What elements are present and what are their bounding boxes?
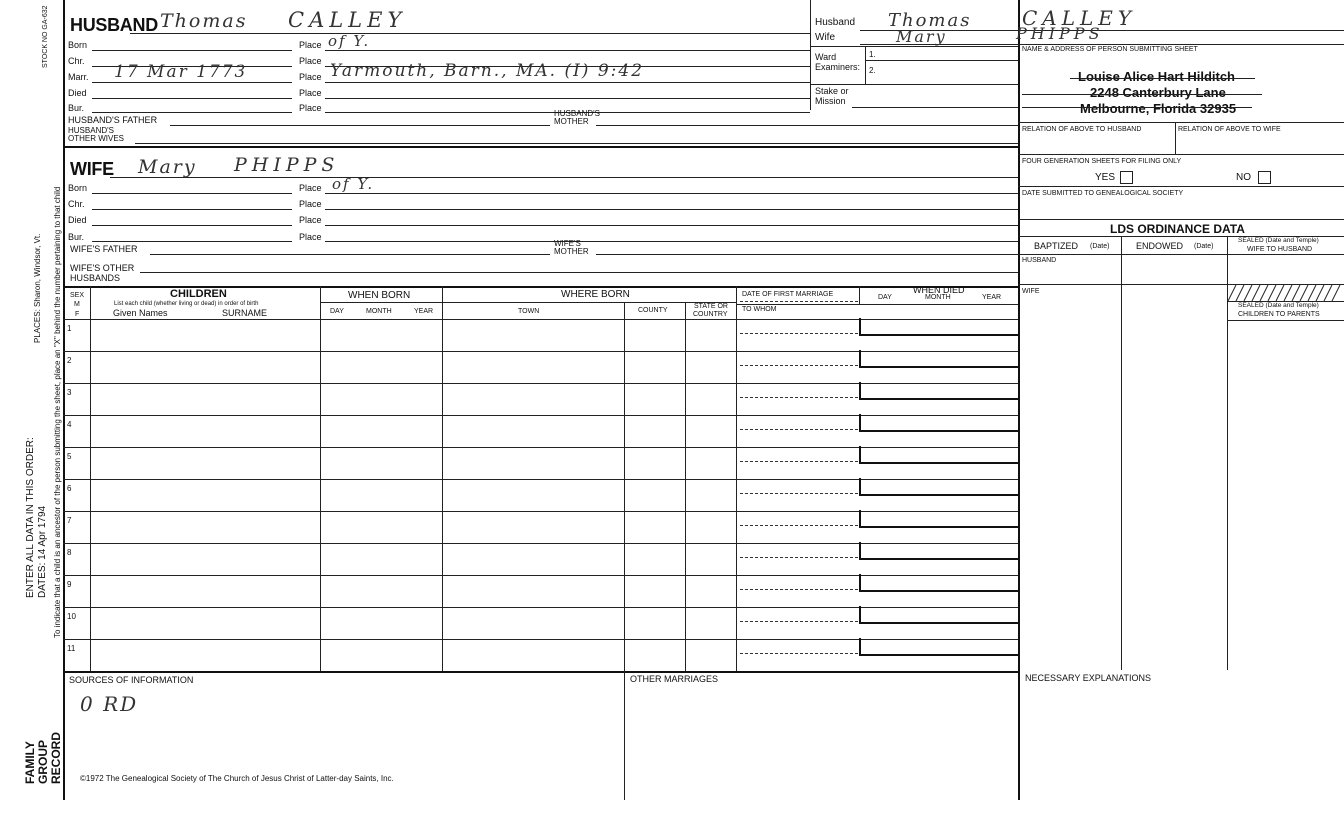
child-marriage-dash: [740, 333, 858, 334]
wife-surname: PHIPPS: [234, 154, 340, 176]
four-gen-yes-label: YES: [1095, 172, 1116, 183]
child-row-number: 11: [67, 644, 76, 653]
wife-other-husbands-1: WIFE'S OTHER: [70, 263, 135, 273]
examiners-label: Examiners:: [815, 62, 861, 72]
child-when-died-box[interactable]: [859, 350, 1019, 368]
wife-mother-label-1: WIFE'S: [554, 239, 581, 248]
child-row-number: 4: [67, 420, 72, 429]
ward-husband-given: Thomas: [888, 10, 972, 31]
given-names-label: Given Names: [113, 308, 168, 318]
ward-wife-label: Wife: [815, 32, 835, 43]
husband-other-wives-2: OTHER WIVES: [68, 134, 125, 143]
wife-mother-label-2: MOTHER: [554, 247, 589, 256]
wife-chr-place-label: Place: [299, 199, 322, 209]
husband-surname: CALLEY: [288, 8, 407, 32]
ward-husband-surname: CALLEY: [1022, 6, 1137, 30]
lds-baptized-date: (Date): [1090, 243, 1110, 250]
stock-number: STOCK NO GA-632: [42, 5, 49, 68]
relation-husband-label: RELATION OF ABOVE TO HUSBAND: [1022, 126, 1142, 133]
child-row-number: 3: [67, 388, 72, 397]
lds-wife-label: WIFE: [1022, 288, 1040, 295]
wife-given-name: Mary: [138, 156, 197, 178]
child-marriage-dash: [740, 365, 858, 366]
child-when-died-box[interactable]: [859, 382, 1019, 400]
children-note: List each child (whether living or dead) in order of birth: [114, 301, 259, 307]
examiner-2: 2.: [869, 66, 876, 75]
wife-father-label: WIFE'S FATHER: [70, 244, 138, 254]
child-when-died-box[interactable]: [859, 638, 1019, 656]
born-year-label: YEAR: [414, 308, 434, 315]
husband-marr-date: 17 Mar 1773: [114, 62, 248, 82]
lds-endowed-label: ENDOWED: [1136, 241, 1183, 251]
child-when-died-box[interactable]: [859, 318, 1019, 336]
wife-died-place-label: Place: [299, 215, 322, 225]
died-year-label: YEAR: [982, 294, 1002, 301]
submitter-label: NAME & ADDRESS OF PERSON SUBMITTING SHEET: [1022, 46, 1198, 53]
ward-wife-surname: PHIPPS: [1016, 24, 1104, 43]
lds-sealed-children-2: CHILDREN TO PARENTS: [1238, 311, 1320, 318]
submitter-city: Melbourne, Florida 32935: [1080, 101, 1237, 116]
sex-f-label: F: [75, 311, 80, 318]
child-row-number: 2: [67, 356, 72, 365]
wife-bur-label: Bur.: [68, 232, 85, 242]
left-frame-line: [63, 0, 65, 800]
wife-chr-label: Chr.: [68, 199, 85, 209]
wife-died-label: Died: [68, 215, 87, 225]
lds-husband-label: HUSBAND: [1022, 257, 1057, 264]
children-title: CHILDREN: [170, 288, 227, 300]
wife-heading: WIFE: [70, 159, 114, 179]
wife-other-husbands-2: HUSBANDS: [70, 273, 121, 283]
sex-label: SEX: [70, 292, 85, 299]
husband-chr-place-label: Place: [299, 56, 322, 66]
born-day-label: DAY: [330, 308, 344, 315]
to-whom-label: TO WHOM: [742, 306, 777, 313]
lds-sealed-children-1: SEALED (Date and Temple): [1238, 302, 1319, 309]
child-row-number: 7: [67, 516, 72, 525]
died-month-label: MONTH: [925, 294, 951, 301]
sources-label: SOURCES OF INFORMATION: [69, 675, 194, 685]
lds-title: LDS ORDINANCE DATA: [1110, 222, 1245, 236]
stake-label-2: Mission: [815, 96, 846, 106]
child-when-died-box[interactable]: [859, 574, 1019, 592]
wife-bur-place-label: Place: [299, 232, 322, 242]
county-label: COUNTY: [638, 307, 668, 314]
child-when-died-box[interactable]: [859, 446, 1019, 464]
four-gen-label: FOUR GENERATION SHEETS FOR FILING ONLY: [1022, 158, 1182, 165]
form-title-line-1: FAMILY: [23, 741, 37, 784]
submitter-name: Louise Alice Hart Hilditch: [1078, 69, 1235, 84]
husband-other-wives-1: HUSBAND'S: [68, 126, 114, 135]
child-marriage-dash: [740, 557, 858, 558]
date-submitted-label: DATE SUBMITTED TO GENEALOGICAL SOCIETY: [1022, 190, 1184, 197]
child-when-died-box[interactable]: [859, 414, 1019, 432]
husband-marr-place: Yarmouth, Barn., MA. (I) 9:42: [330, 61, 645, 81]
when-died-label: WHEN DIED: [913, 285, 965, 295]
relation-wife-label: RELATION OF ABOVE TO WIFE: [1178, 126, 1281, 133]
sources-value: 0 RD: [80, 692, 139, 716]
born-month-label: MONTH: [366, 308, 392, 315]
child-marriage-dash: [740, 525, 858, 526]
state-label-2: COUNTRY: [693, 311, 728, 318]
submitter-street: 2248 Canterbury Lane: [1090, 85, 1226, 100]
child-marriage-dash: [740, 653, 858, 654]
four-gen-no-checkbox[interactable]: [1258, 171, 1271, 184]
dates-instruction: DATES: 14 Apr 1794: [37, 505, 48, 598]
lds-endowed-date: (Date): [1194, 243, 1214, 250]
child-when-died-box[interactable]: [859, 478, 1019, 496]
wife-born-place-label: Place: [299, 183, 322, 193]
ward-husband-label: Husband: [815, 17, 856, 28]
wife-born-label: Born: [68, 183, 88, 193]
form-title-line-3: RECORD: [49, 731, 63, 784]
ancestor-instruction: To indicate that a child is an ancestor of the person submitting the sheet, place an "X" behind the number pertaining to that child: [53, 186, 62, 638]
wife-born-place: of Y.: [332, 175, 375, 193]
husband-born-place-label: Place: [299, 40, 322, 50]
child-marriage-dash: [740, 493, 858, 494]
husband-marr-place-label: Place: [299, 72, 322, 82]
child-row-number: 5: [67, 452, 72, 461]
enter-data-order: ENTER ALL DATA IN THIS ORDER:: [25, 437, 36, 598]
child-marriage-dash: [740, 589, 858, 590]
lds-sealed-2: WIFE TO HUSBAND: [1247, 246, 1313, 253]
died-day-label: DAY: [878, 294, 892, 301]
lds-sealed-1: SEALED (Date and Temple): [1238, 237, 1319, 244]
husband-died-label: Died: [68, 88, 87, 98]
right-frame-line: [1018, 0, 1020, 800]
husband-bur-label: Bur.: [68, 103, 85, 113]
when-born-label: WHEN BORN: [348, 290, 411, 301]
first-marriage-label: DATE OF FIRST MARRIAGE: [742, 291, 834, 298]
husband-born-label: Born: [68, 40, 88, 50]
child-when-died-box[interactable]: [859, 510, 1019, 528]
husband-chr-label: Chr.: [68, 56, 85, 66]
child-marriage-dash: [740, 621, 858, 622]
child-marriage-dash: [740, 461, 858, 462]
child-when-died-box[interactable]: [859, 606, 1019, 624]
child-row-number: 10: [67, 612, 76, 621]
husband-born-place: of Y.: [328, 32, 371, 50]
examiner-1: 1.: [869, 50, 876, 59]
hatched-cell: [1228, 285, 1344, 301]
four-gen-yes-checkbox[interactable]: [1120, 171, 1133, 184]
husband-mother-label-2: MOTHER: [554, 117, 589, 126]
child-row-number: 8: [67, 548, 72, 557]
copyright: ©1972 The Genealogical Society of The Church of Jesus Christ of Latter-day Saints, Inc.: [80, 774, 394, 783]
town-label: TOWN: [518, 308, 540, 315]
stake-label-1: Stake or: [815, 86, 849, 96]
ward-wife-given: Mary: [896, 27, 947, 46]
four-gen-no-label: NO: [1236, 172, 1251, 183]
surname-label: SURNAME: [222, 308, 268, 318]
places-instruction: PLACES: Sharon, Windsor, Vt.: [33, 233, 42, 343]
where-born-label: WHERE BORN: [561, 289, 630, 300]
child-marriage-dash: [740, 397, 858, 398]
husband-mother-label-1: HUSBAND'S: [554, 109, 600, 118]
child-marriage-dash: [740, 429, 858, 430]
husband-heading: HUSBAND: [70, 15, 158, 35]
ward-box-divider: [810, 0, 811, 110]
child-row-number: 9: [67, 580, 72, 589]
form-title-line-2: GROUP: [36, 739, 50, 784]
husband-father-label: HUSBAND'S FATHER: [68, 115, 158, 125]
other-marriages-label: OTHER MARRIAGES: [630, 674, 719, 684]
lds-baptized-label: BAPTIZED: [1034, 241, 1079, 251]
child-row-number: 1: [67, 324, 72, 333]
husband-marr-label: Marr.: [68, 72, 89, 82]
husband-given-name: Thomas: [160, 10, 248, 32]
child-row-number: 6: [67, 484, 72, 493]
child-when-died-box[interactable]: [859, 542, 1019, 560]
state-label-1: STATE OR: [694, 303, 728, 310]
sex-m-label: M: [74, 301, 80, 308]
husband-died-place-label: Place: [299, 88, 322, 98]
husband-bur-place-label: Place: [299, 103, 322, 113]
explanations-label: NECESSARY EXPLANATIONS: [1025, 673, 1152, 683]
ward-label: Ward: [815, 52, 837, 62]
